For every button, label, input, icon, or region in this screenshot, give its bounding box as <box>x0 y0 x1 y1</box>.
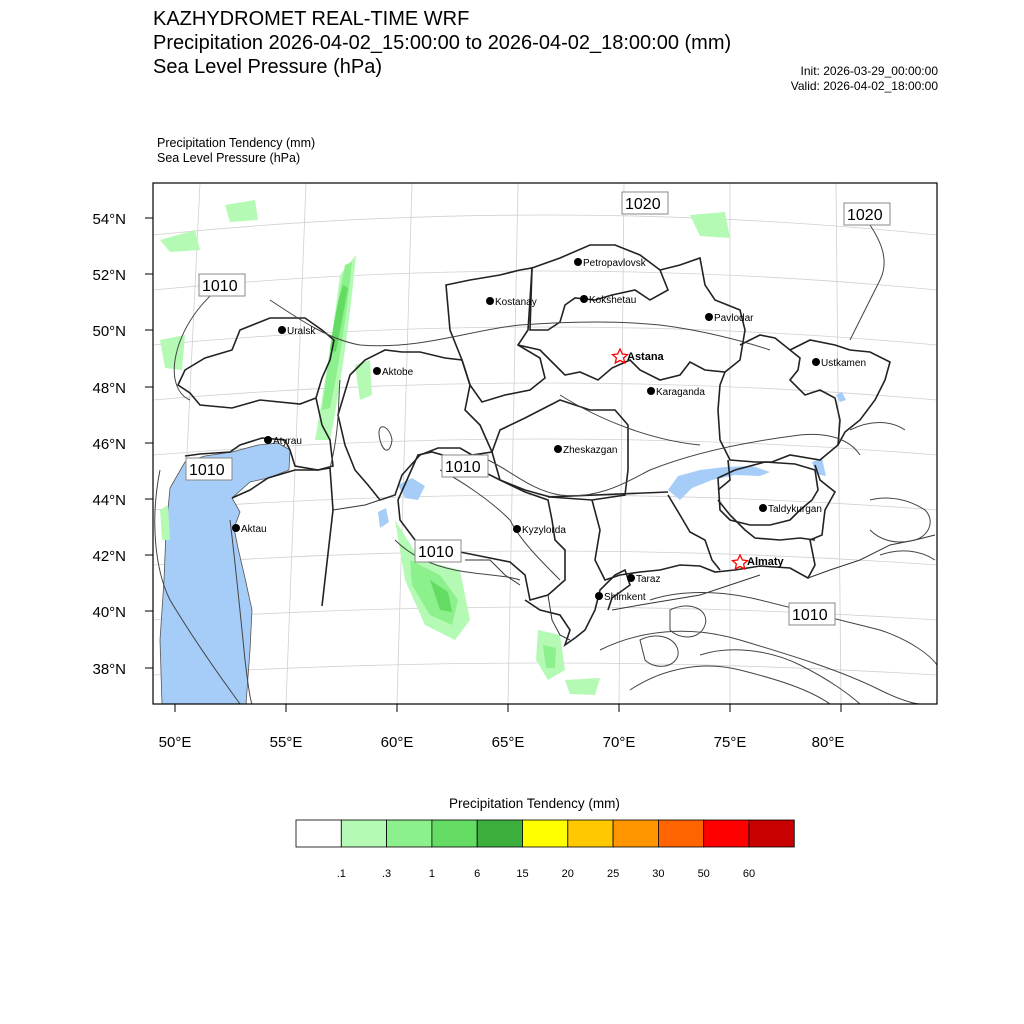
caspian-sea <box>160 443 290 704</box>
colorbar-title: Precipitation Tendency (mm) <box>449 796 620 811</box>
lon-label: 65°E <box>491 734 525 751</box>
lat-label: 38°N <box>92 661 126 678</box>
city-marker <box>264 436 272 444</box>
city-label: Ustkamen <box>821 358 867 369</box>
colorbar-swatch <box>341 820 386 847</box>
city-marker <box>705 313 713 321</box>
map-subtitle-precip: Precipitation Tendency (mm) <box>157 136 316 150</box>
city-label: Kokshetau <box>589 295 637 306</box>
lake-alakol <box>812 458 826 476</box>
city-marker <box>595 592 603 600</box>
city-marker <box>759 504 767 512</box>
colorbar-label: 20 <box>561 868 574 880</box>
colorbar-label: 60 <box>742 868 756 880</box>
lat-label: 40°N <box>92 604 126 621</box>
colorbar-label: 1 <box>428 868 435 880</box>
colorbar-label: .3 <box>382 868 392 880</box>
city-label: Zheskazgan <box>563 445 618 456</box>
lat-label: 46°N <box>92 436 126 453</box>
map-content <box>153 183 937 704</box>
colorbar-swatch <box>387 820 432 847</box>
city-marker <box>554 445 562 453</box>
city-marker <box>580 295 588 303</box>
precip-period-title: Precipitation 2026-04-02_15:00:00 to 2026-04-02_18:00:00 (mm) <box>153 32 732 54</box>
lat-label: 42°N <box>92 548 126 565</box>
valid-time: Valid: 2026-04-02_18:00:00 <box>790 79 938 93</box>
colorbar-swatch <box>613 820 658 847</box>
lon-label: 80°E <box>811 734 845 751</box>
capital-star-icon <box>613 349 628 363</box>
colorbar-label: 50 <box>697 868 710 880</box>
city-label: Uralsk <box>287 326 316 337</box>
lat-label: 54°N <box>92 211 126 228</box>
city-label: Petropavlovsk <box>583 258 646 269</box>
isobar-label: 1010 <box>792 607 828 624</box>
colorbar-swatch <box>477 820 522 847</box>
isobar-label: 1010 <box>418 544 454 561</box>
city-label: Shimkent <box>604 592 646 603</box>
city-label: Karaganda <box>656 387 705 398</box>
city-label: Taraz <box>636 574 661 585</box>
lon-label: 55°E <box>269 734 303 751</box>
isobar-label: 1010 <box>189 462 225 479</box>
isobar-label: 1020 <box>625 196 661 213</box>
city-label: Kostanay <box>495 297 537 308</box>
lat-label: 52°N <box>92 267 126 284</box>
lon-label: 70°E <box>602 734 636 751</box>
isobar-label: 1010 <box>202 278 238 295</box>
city-label: Pavlodar <box>714 313 754 324</box>
colorbar-swatch <box>296 820 341 847</box>
city-label: Aktau <box>241 524 267 535</box>
lon-label: 60°E <box>380 734 414 751</box>
city-label: Aktobe <box>382 367 414 378</box>
city-marker <box>627 574 635 582</box>
city-marker <box>278 326 286 334</box>
colorbar-label: 25 <box>606 868 620 880</box>
city-label: Taldykurgan <box>768 504 822 515</box>
city-marker <box>232 524 240 532</box>
colorbar-label: 6 <box>474 868 481 880</box>
city-marker <box>373 367 381 375</box>
isobar-label: 1010 <box>445 459 481 476</box>
lon-labels <box>159 734 845 751</box>
colorbar-label: 15 <box>516 868 529 880</box>
capital-star-icon <box>733 555 748 569</box>
city-marker <box>486 297 494 305</box>
lat-labels <box>92 211 126 678</box>
title: KAZHYDROMET REAL-TIME WRF <box>153 8 470 30</box>
colorbar-swatch <box>749 820 794 847</box>
colorbar-labels <box>337 868 755 880</box>
lat-label: 44°N <box>92 492 126 509</box>
lake-zaysan <box>836 392 846 402</box>
colorbar-swatch <box>658 820 703 847</box>
city-label: Astana <box>627 351 664 363</box>
colorbar <box>296 820 794 847</box>
city-marker <box>647 387 655 395</box>
city-label: Atyrau <box>273 436 302 447</box>
isobar-label: 1020 <box>847 207 883 224</box>
colorbar-swatch <box>432 820 477 847</box>
city-label: Kyzylorda <box>522 525 566 536</box>
city-marker <box>513 525 521 533</box>
colorbar-swatch <box>523 820 568 847</box>
lat-label: 50°N <box>92 323 126 340</box>
map-subtitle-slp: Sea Level Pressure (hPa) <box>157 151 301 165</box>
slp-title: Sea Level Pressure (hPa) <box>153 56 383 78</box>
colorbar-label: 30 <box>652 868 665 880</box>
city-marker <box>574 258 582 266</box>
lon-label: 50°E <box>158 734 192 751</box>
lon-label: 75°E <box>713 734 747 751</box>
init-time: Init: 2026-03-29_00:00:00 <box>800 64 938 78</box>
colorbar-swatch <box>568 820 613 847</box>
colorbar-label: .1 <box>336 868 346 880</box>
city-marker <box>812 358 820 366</box>
aral-sea-south <box>378 508 389 528</box>
city-label: Almaty <box>747 556 784 568</box>
colorbar-swatch <box>704 820 749 847</box>
lat-label: 48°N <box>92 380 126 397</box>
